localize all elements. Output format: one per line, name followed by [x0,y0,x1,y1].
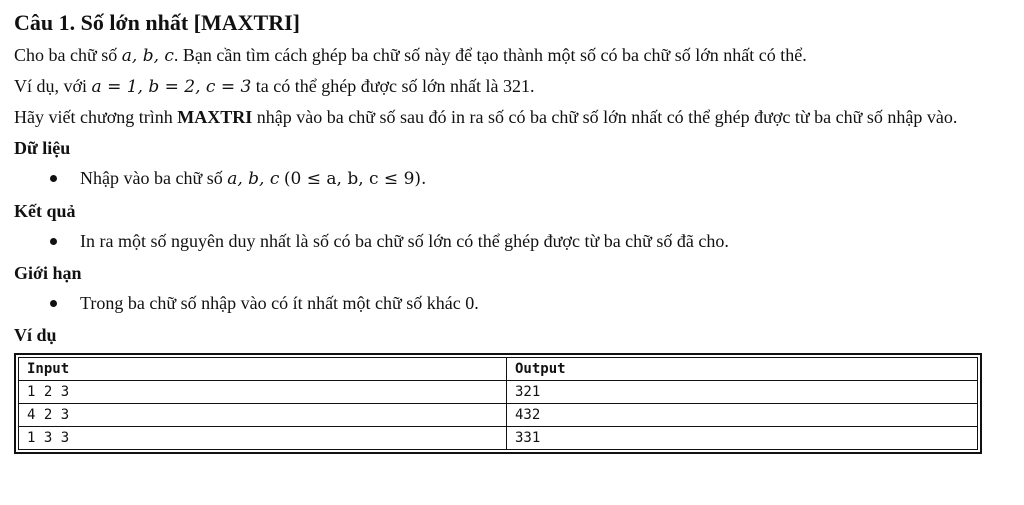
intro-paragraph [14,44,994,67]
example-table [18,357,978,450]
input-bullet [14,166,994,191]
program-name: MAXTRI [177,107,253,127]
bullet-dot [50,238,57,245]
limits-heading: Giới hạn [14,263,82,283]
example-text-before: Ví dụ, với [14,76,92,96]
table-row [19,381,978,404]
output-heading: Kết quả [14,201,76,221]
bullet-dot [50,175,57,182]
cell-output: 331 [507,427,978,450]
cell-output: 321 [507,381,978,404]
task-text-after: nhập vào ba chữ số sau đó in ra số có ba chữ số lớn nhất có thể ghép được từ ba chữ số nhập vào. [252,107,958,127]
task-text-before: Hãy viết chương trình [14,107,178,127]
cell-input: 4 2 3 [19,404,507,427]
bullet-dot [50,300,57,307]
input-bullet-text [50,166,426,191]
problem-title: Câu 1. Số lớn nhất [MAXTRI] [14,10,300,35]
task-paragraph [14,106,994,128]
cell-input: 1 2 3 [19,381,507,404]
example-table-frame [14,353,982,454]
intro-vars: a, b, c [121,46,174,66]
header-output: Output [507,358,978,381]
limits-bullet [14,291,994,315]
intro-text-before: Cho ba chữ số [14,45,122,65]
table-row [19,427,978,450]
example-heading: Ví dụ [14,325,57,345]
example-paragraph [14,75,994,98]
problem-statement [14,8,994,454]
input-bullet-constraint: (0 ≤ a, b, c ≤ 9). [283,169,427,189]
cell-input: 1 3 3 [19,427,507,450]
limits-bullet-text: Trong ba chữ số nhập vào có ít nhất một chữ số khác 0. [80,293,479,313]
table-row [19,404,978,427]
output-bullet [14,229,994,253]
output-bullet-text: In ra một số nguyên duy nhất là số có ba chữ số lớn có thể ghép được từ ba chữ số đã cho. [80,231,729,251]
intro-text-after: . Bạn cần tìm cách ghép ba chữ số này để tạo thành một số có ba chữ số lớn nhất có thể. [173,45,807,65]
input-bullet-vars: a, b, c [227,169,280,189]
example-math: a = 1, b = 2, c = 3 [91,77,252,97]
header-input: Input [19,358,507,381]
cell-output: 432 [507,404,978,427]
input-bullet-before: Nhập vào ba chữ số [80,168,228,188]
input-heading: Dữ liệu [14,138,71,158]
example-text-after: ta có thể ghép được số lớn nhất là 321. [251,76,535,96]
table-header-row [19,358,978,381]
